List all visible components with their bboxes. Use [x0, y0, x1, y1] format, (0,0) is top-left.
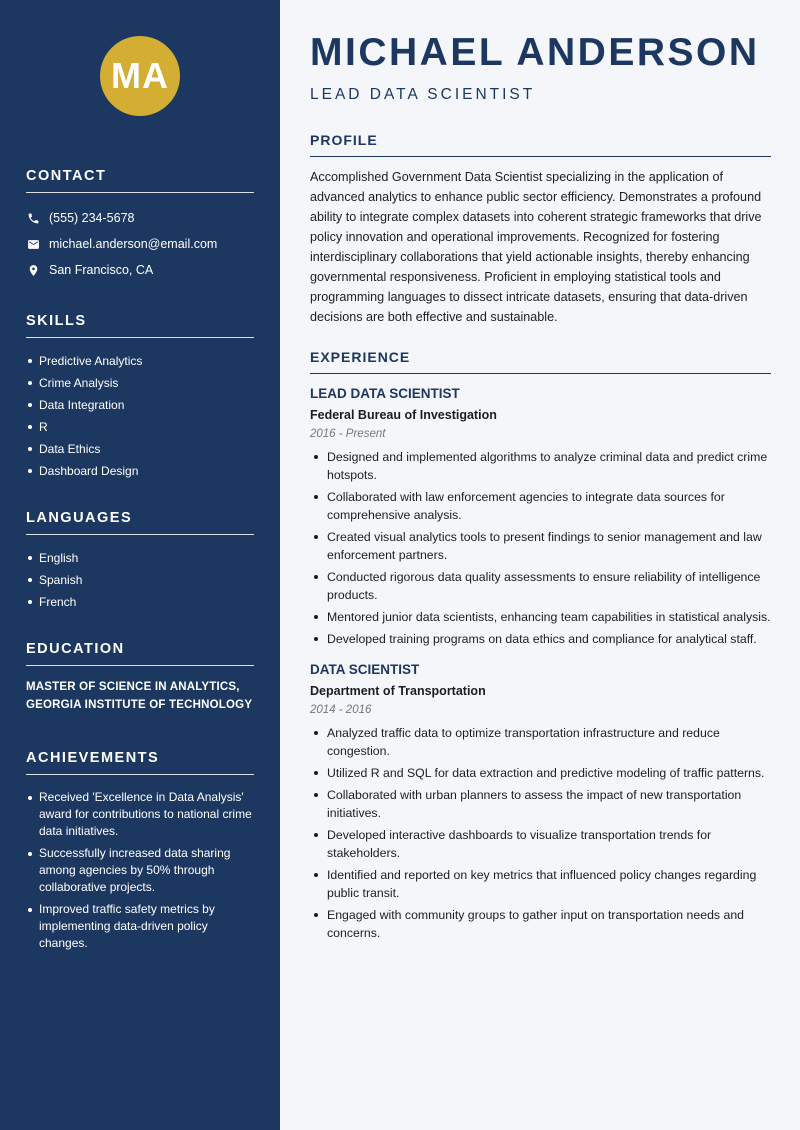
education-degree-line1: MASTER OF SCIENCE IN ANALYTICS,	[26, 681, 240, 693]
contact-email	[26, 231, 254, 257]
job-bullet: Collaborated with law enforcement agencies to integrate data sources for comprehensive analysis.	[310, 488, 771, 524]
job-bullet: Created visual analytics tools to present findings to senior management and law enforcement partners.	[310, 528, 771, 564]
job-bullet: Analyzed traffic data to optimize transportation infrastructure and reduce congestion.	[310, 724, 771, 760]
experience-heading: EXPERIENCE	[310, 349, 771, 374]
skills-heading: SKILLS	[26, 313, 254, 338]
job-bullet: Mentored junior data scientists, enhancing team capabilities in statistical analysis.	[310, 608, 771, 626]
avatar-initials: MA	[111, 55, 169, 96]
sidebar	[0, 0, 280, 1130]
language-item: English	[26, 547, 254, 569]
job-bullets	[310, 724, 771, 942]
job-bullet: Developed training programs on data ethics and compliance for analytical staff.	[310, 630, 771, 648]
profile-heading: PROFILE	[310, 132, 771, 157]
education-degree	[26, 678, 254, 714]
skill-item: Crime Analysis	[26, 372, 254, 394]
email-text: michael.anderson@email.com	[49, 237, 218, 251]
contact-heading: CONTACT	[26, 168, 254, 193]
contact-location	[26, 257, 254, 283]
job-bullets	[310, 448, 771, 648]
avatar	[100, 36, 180, 116]
candidate-name: MICHAEL ANDERSON	[310, 31, 760, 74]
job-bullet: Designed and implemented algorithms to analyze criminal data and predict crime hotspots.	[310, 448, 771, 484]
experience-section	[310, 349, 771, 942]
phone-icon	[26, 211, 40, 225]
achievements-heading: ACHIEVEMENTS	[26, 750, 254, 775]
job-company: Department of Transportation	[310, 684, 486, 698]
job-role: LEAD DATA SCIENTIST	[310, 386, 460, 401]
profile-section	[310, 132, 771, 327]
achievements-list	[26, 789, 254, 952]
location-text: San Francisco, CA	[49, 263, 154, 277]
email-icon	[26, 237, 40, 251]
phone-text: (555) 234-5678	[49, 211, 135, 225]
skills-section	[26, 313, 254, 482]
main-content	[280, 0, 800, 1130]
language-item: French	[26, 591, 254, 613]
location-pin-icon	[26, 263, 40, 277]
skill-item: Predictive Analytics	[26, 350, 254, 372]
candidate-title: LEAD DATA SCIENTIST	[310, 86, 536, 103]
job-dates: 2016 - Present	[310, 428, 386, 440]
job-entry	[310, 386, 771, 648]
education-institution: GEORGIA INSTITUTE OF TECHNOLOGY	[26, 699, 253, 711]
job-entry	[310, 662, 771, 942]
skill-item: Data Ethics	[26, 438, 254, 460]
job-role: DATA SCIENTIST	[310, 662, 420, 677]
languages-heading: LANGUAGES	[26, 510, 254, 535]
achievement-item: Successfully increased data sharing among agencies by 50% through collaborative projects.	[26, 845, 254, 896]
profile-text: Accomplished Government Data Scientist specializing in the application of advanced analytics to enhance public sector efficiency. Demonstrates a profound ability to integrate complex datasets into coherent strategic frameworks that drive policy innovation and operational improvements. Recognized for fostering interdisciplinary collaborations that yield actionable insights, thereby enhancing governmental responsiveness. Proficient in employing statistical tools and programming languages to dissect intricate datasets, ensuring that data-driven decisions are both effective and sustainable.	[310, 170, 762, 324]
achievement-item: Improved traffic safety metrics by implementing data-driven policy changes.	[26, 901, 254, 952]
languages-section	[26, 510, 254, 613]
language-item: Spanish	[26, 569, 254, 591]
skill-item: Dashboard Design	[26, 460, 254, 482]
skill-item: Data Integration	[26, 394, 254, 416]
achievement-item: Received 'Excellence in Data Analysis' award for contributions to national crime data initiatives.	[26, 789, 254, 840]
education-section	[26, 641, 254, 714]
job-company: Federal Bureau of Investigation	[310, 408, 497, 422]
job-bullet: Engaged with community groups to gather input on transportation needs and concerns.	[310, 906, 771, 942]
job-bullet: Utilized R and SQL for data extraction and predictive modeling of traffic patterns.	[310, 764, 771, 782]
languages-list	[26, 547, 254, 613]
contact-list	[26, 205, 254, 283]
achievements-section	[26, 750, 254, 952]
education-heading: EDUCATION	[26, 641, 254, 666]
job-bullet: Collaborated with urban planners to assess the impact of new transportation initiatives.	[310, 786, 771, 822]
skill-item: R	[26, 416, 254, 438]
contact-phone	[26, 205, 254, 231]
job-bullet: Conducted rigorous data quality assessments to ensure reliability of intelligence products.	[310, 568, 771, 604]
skills-list	[26, 350, 254, 482]
job-bullet: Identified and reported on key metrics that influenced policy changes regarding public transit.	[310, 866, 771, 902]
job-dates: 2014 - 2016	[310, 704, 372, 716]
contact-section	[26, 168, 254, 283]
job-bullet: Developed interactive dashboards to visualize transportation trends for stakeholders.	[310, 826, 771, 862]
